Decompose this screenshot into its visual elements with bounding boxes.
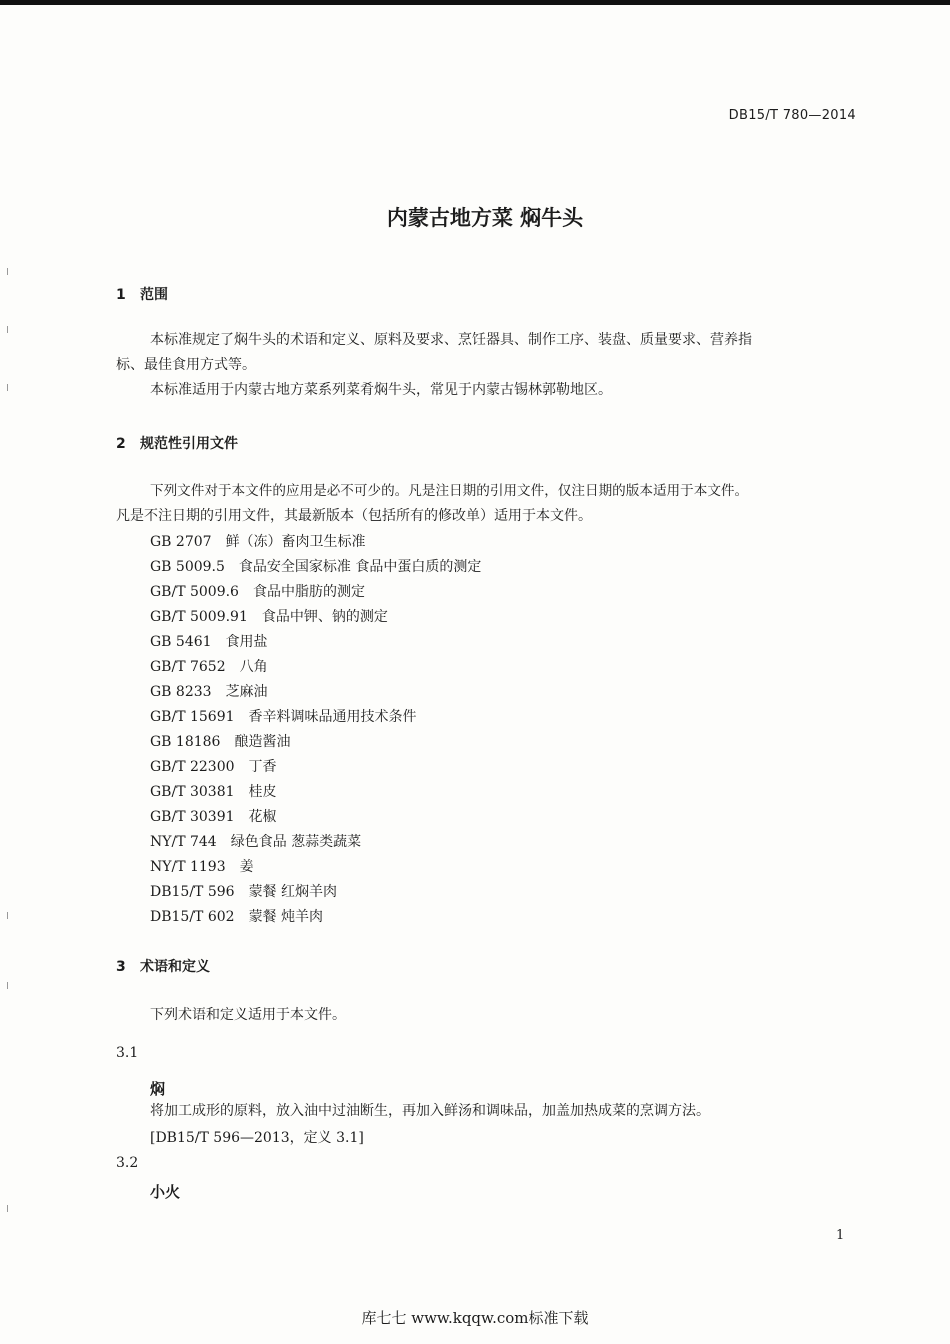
terms-intro: 下列术语和定义适用于本文件。 — [150, 1007, 346, 1023]
reference-code: GB/T 7652 — [150, 659, 226, 675]
reference-item — [150, 906, 323, 926]
reference-name: 花椒 — [248, 809, 277, 825]
term-definition: 将加工成形的原料，放入油中过油断生，再加入鲜汤和调味品，加盖加热成菜的烹调方法。 — [150, 1103, 710, 1119]
reference-name: 桂皮 — [248, 784, 277, 800]
reference-item — [150, 656, 268, 676]
reference-name: 酿造酱油 — [234, 734, 291, 750]
reference-name: 香辛料调味品通用技术条件 — [248, 709, 417, 725]
section-number: 2 — [116, 436, 126, 452]
reference-code: GB 5009.5 — [150, 559, 225, 575]
reference-item — [150, 856, 254, 876]
reference-name: 八角 — [239, 659, 268, 675]
section-title: 术语和定义 — [140, 959, 210, 975]
reference-code: GB 5461 — [150, 634, 212, 650]
section-number: 1 — [116, 287, 126, 303]
reference-item — [150, 781, 277, 801]
footer-watermark: 库七七 www.kqqw.com标准下载 — [361, 1309, 589, 1327]
reference-item — [150, 731, 290, 751]
reference-code: GB/T 22300 — [150, 759, 235, 775]
reference-name: 芝麻油 — [225, 684, 268, 700]
scope-paragraph-line1: 本标准规定了焖牛头的术语和定义、原料及要求、烹饪器具、制作工序、装盘、质量要求、营养指 — [150, 332, 752, 348]
section-heading-scope — [116, 284, 168, 304]
reference-name: 蒙餐 炖羊肉 — [248, 909, 324, 925]
reference-code: GB/T 30381 — [150, 784, 235, 800]
scan-mark — [7, 982, 8, 989]
term-heading: 焖 — [150, 1080, 166, 1098]
reference-name: 鲜（冻）畜肉卫生标准 — [225, 534, 366, 550]
reference-item — [150, 756, 277, 776]
term-source: [DB15/T 596—2013，定义 3.1] — [150, 1130, 364, 1146]
reference-code: GB/T 30391 — [150, 809, 235, 825]
reference-item — [150, 606, 388, 626]
reference-item — [150, 831, 361, 851]
references-intro-line2: 凡是不注日期的引用文件，其最新版本（包括所有的修改单）适用于本文件。 — [116, 508, 592, 524]
scan-mark — [7, 384, 8, 391]
reference-item — [150, 681, 268, 701]
reference-code: GB 2707 — [150, 534, 212, 550]
term-heading: 小火 — [150, 1183, 181, 1201]
reference-code: GB/T 15691 — [150, 709, 235, 725]
reference-item — [150, 706, 417, 726]
reference-code: NY/T 744 — [150, 834, 217, 850]
term-number: 3.1 — [116, 1045, 139, 1061]
document-number: DB15/T 780—2014 — [728, 108, 856, 123]
reference-code: NY/T 1193 — [150, 859, 226, 875]
section-title: 范围 — [140, 287, 168, 303]
term-number: 3.2 — [116, 1155, 139, 1171]
reference-code: DB15/T 596 — [150, 884, 235, 900]
reference-item — [150, 581, 365, 601]
scan-mark — [7, 268, 8, 275]
scan-mark — [7, 1205, 8, 1212]
page-number: 1 — [836, 1228, 845, 1243]
reference-item — [150, 806, 277, 826]
reference-code: DB15/T 602 — [150, 909, 235, 925]
references-intro-line1: 下列文件对于本文件的应用是必不可少的。凡是注日期的引用文件，仅注日期的版本适用于本文件。 — [150, 483, 749, 499]
reference-name: 食品中脂肪的测定 — [252, 584, 365, 600]
scan-mark — [7, 912, 8, 919]
scan-mark — [7, 326, 8, 333]
reference-item — [150, 556, 481, 576]
reference-code: GB/T 5009.91 — [150, 609, 248, 625]
section-heading-references — [116, 433, 238, 453]
page-title: 内蒙古地方菜 焖牛头 — [386, 206, 584, 230]
reference-item — [150, 881, 337, 901]
scope-paragraph-2: 本标准适用于内蒙古地方菜系列菜肴焖牛头，常见于内蒙古锡林郭勒地区。 — [150, 382, 612, 398]
reference-code: GB 8233 — [150, 684, 212, 700]
scope-paragraph-line2: 标、最佳食用方式等。 — [116, 357, 256, 373]
section-number: 3 — [116, 959, 126, 975]
reference-name: 绿色食品 葱蒜类蔬菜 — [230, 834, 362, 850]
reference-name: 食品中钾、钠的测定 — [261, 609, 388, 625]
top-border — [0, 0, 950, 5]
section-heading-terms — [116, 956, 210, 976]
reference-name: 蒙餐 红焖羊肉 — [248, 884, 338, 900]
reference-name: 食用盐 — [225, 634, 268, 650]
reference-item — [150, 531, 366, 551]
reference-item — [150, 631, 268, 651]
reference-name: 姜 — [239, 859, 254, 875]
reference-name: 食品安全国家标准 食品中蛋白质的测定 — [238, 559, 482, 575]
reference-name: 丁香 — [248, 759, 277, 775]
section-title: 规范性引用文件 — [140, 436, 238, 452]
reference-code: GB/T 5009.6 — [150, 584, 239, 600]
reference-code: GB 18186 — [150, 734, 221, 750]
